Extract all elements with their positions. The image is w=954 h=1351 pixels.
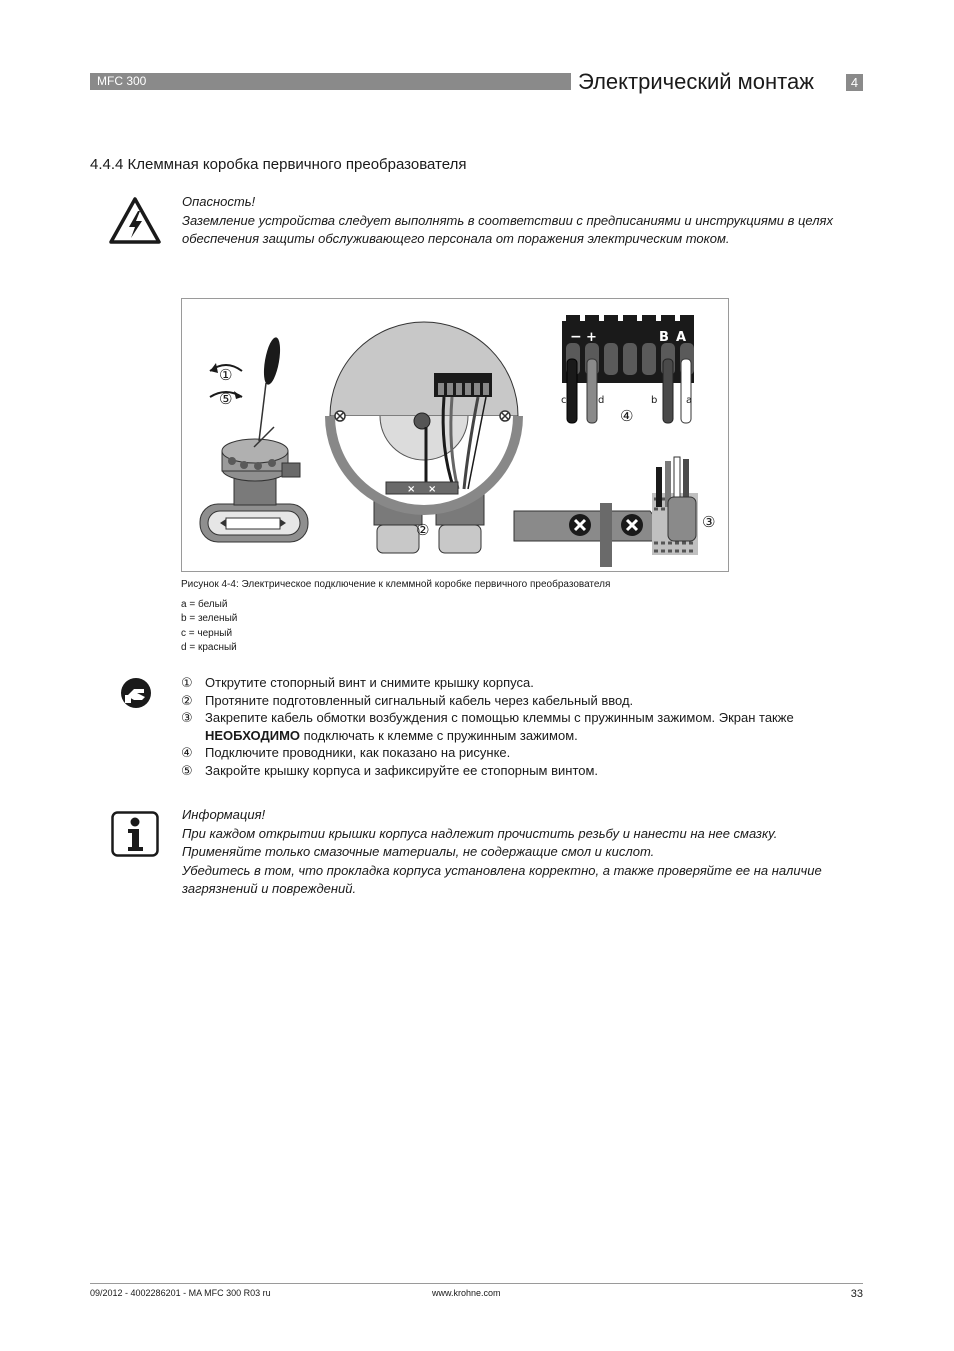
terminal-a-label: A (676, 330, 687, 345)
info-line: Применяйте только смазочные материалы, не содержащие смол и кислот. (182, 844, 655, 859)
mark-4: ④ (620, 407, 634, 425)
step-item (181, 744, 871, 762)
mark-3: ③ (702, 513, 716, 531)
color-legend (181, 598, 237, 656)
legend-item: b = зеленый (181, 613, 238, 625)
footer-website: www.krohne.com (432, 1288, 501, 1298)
electric-hazard-icon (109, 197, 161, 245)
wire-label-b: b (651, 395, 658, 406)
step-text: Закройте крышку корпуса и зафиксируйте ее стопорным винтом. (205, 762, 599, 778)
step-number: ⑤ (181, 762, 193, 778)
wire-label-a: a (686, 395, 693, 406)
info-line: Убедитесь в том, что прокладка корпуса установлена корректно, а также проверяйте ее на наличие загрязнений и повреждений. (182, 862, 822, 896)
terminal-b-label: B (659, 330, 669, 345)
step-item (181, 762, 871, 780)
step-emphasis: НЕОБХОДИМО (205, 727, 301, 743)
step-item (181, 692, 871, 710)
legend-item: a = белый (181, 599, 228, 610)
hand-action-icon (119, 677, 153, 709)
header-title: Электрический монтаж (578, 69, 814, 94)
spring-clamp (514, 457, 698, 567)
step-number: ① (181, 675, 193, 690)
step-text (205, 709, 871, 744)
header-bar (90, 73, 571, 90)
terminal-plus-label: + (586, 330, 597, 345)
info-line: При каждом открытии крышки корпуса надлежит прочистить резьбу и нанести на нее смазку. (182, 825, 778, 841)
footer-document-id: 09/2012 - 4002286201 - MA MFC 300 R03 ru (90, 1288, 271, 1298)
step-text-part: Закрепите кабель обмотки возбуждения с помощью клеммы с пружинным зажимом. Экран также (205, 710, 794, 726)
step-number: ③ (181, 710, 193, 726)
wiring-diagram (182, 299, 728, 571)
terminal-minus-label: − (570, 329, 582, 345)
mark-5: ⑤ (219, 390, 233, 408)
footer-divider (90, 1283, 863, 1284)
info-icon (111, 811, 159, 857)
mark-1: ① (219, 366, 233, 384)
figure-caption: Рисунок 4-4: Электрическое подключение к клеммной коробке первичного преобразователя (181, 579, 611, 590)
step-number: ② (181, 692, 193, 708)
step-number: ④ (181, 745, 193, 761)
wire-label-c: c (561, 395, 567, 406)
legend-item: d = красный (181, 642, 237, 654)
svg-text:×: × (428, 484, 437, 495)
step-text: Протяните подготовленный сигнальный кабель через кабельный ввод. (205, 692, 634, 708)
page-number: 33 (850, 1288, 863, 1300)
mark-2: ② (416, 521, 430, 539)
wiring-figure (181, 298, 729, 572)
procedure-steps (181, 674, 871, 780)
chapter-number: 4 (846, 74, 863, 91)
step-text: Открутите стопорный винт и снимите крышку корпуса. (205, 675, 534, 690)
step-item (181, 709, 871, 744)
section-title: 4.4.4 Клеммная коробка первичного преобразователя (90, 156, 467, 173)
header-product: MFC 300 (97, 74, 147, 88)
warning-heading: Опасность! (182, 194, 256, 209)
step-text: Подключите проводники, как показано на рисунке. (205, 745, 511, 761)
junction-housing (330, 322, 518, 553)
legend-item: c = черный (181, 627, 233, 639)
wire-label-d: d (598, 395, 605, 406)
info-heading: Информация! (182, 807, 266, 822)
warning-block (182, 193, 872, 249)
step-text-part: подключать к клемме с пружинным зажимом. (300, 727, 578, 743)
info-block (182, 806, 872, 899)
step-item (181, 674, 871, 692)
warning-text: Заземление устройства следует выполнять в соответствии с предписаниями и инструкциями в целях обеспечения защиты обслуживающего персонала от поражения электрическим током. (182, 212, 833, 246)
svg-text:×: × (407, 484, 416, 495)
